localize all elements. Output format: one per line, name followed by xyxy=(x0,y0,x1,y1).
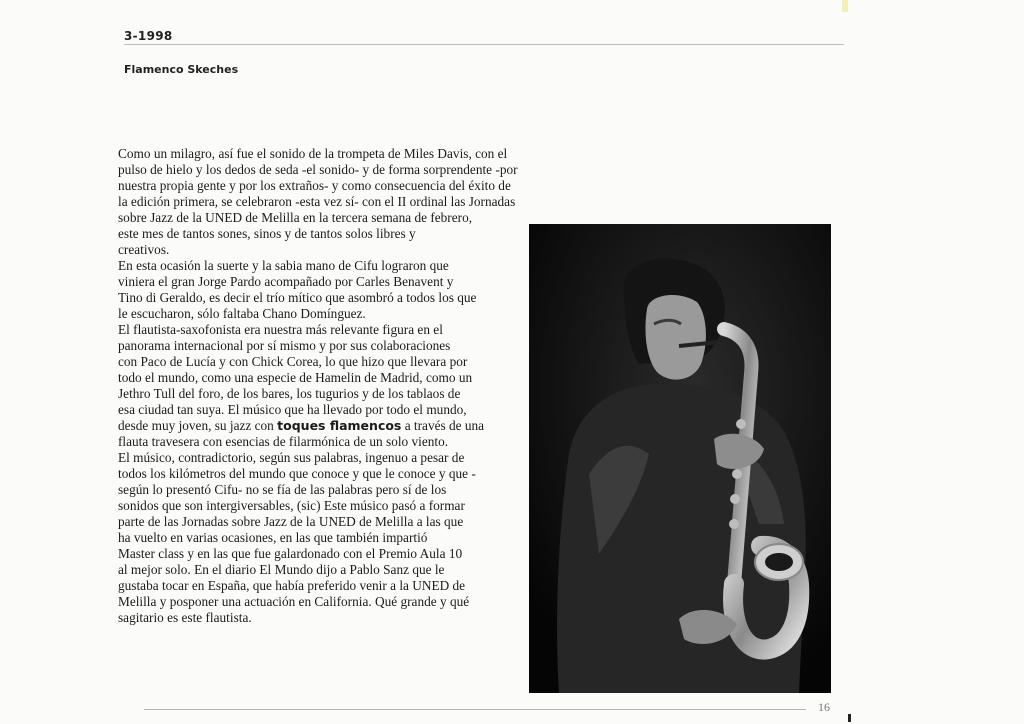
text-line: según lo presentó Cifu- no se fía de las palabras pero sí de los xyxy=(118,482,447,497)
text-line: Tino di Geraldo, es decir el trío mítico que asombró a todos los que xyxy=(118,290,477,305)
text-line: sonidos que son intergiversables, (sic) Este músico pasó a formar xyxy=(118,498,465,513)
text-line: le escucharon, sólo faltaba Chano Domínguez. xyxy=(118,306,366,321)
text-line: todo el mundo, como una especie de Hamelin de Madrid, como un xyxy=(118,370,473,385)
text-line: esa ciudad tan suya. El músico que ha llevado por todo el mundo, xyxy=(118,402,467,417)
text-line: Master class y en las que fue galardonado con el Premio Aula 10 xyxy=(118,546,463,561)
section-title: Flamenco Skeches xyxy=(124,63,239,76)
text-line: la edición primera, se celebraron -esta vez sí- con el II ordinal las Jornadas xyxy=(118,194,516,209)
page-number: 16 xyxy=(818,700,830,714)
text-line: flauta travesera con esencias de filarmónica de un solo viento. xyxy=(118,434,449,449)
text-line: ha vuelto en varias ocasiones, en las que también impartió xyxy=(118,530,428,545)
scan-edge-mark xyxy=(848,714,851,722)
saxophonist-photo xyxy=(529,224,831,693)
text-line: El flautista-saxofonista era nuestra más relevante figura en el xyxy=(118,322,443,337)
text-line: viniera el gran Jorge Pardo acompañado por Carles Benavent y xyxy=(118,274,454,289)
text-line: este mes de tantos sones, sinos y de tantos solos libres y xyxy=(118,226,416,241)
text-line: sobre Jazz de la UNED de Melilla en la tercera semana de febrero, xyxy=(118,210,473,225)
text-line: gustaba tocar en España, que había preferido venir a la UNED de xyxy=(118,578,466,593)
paragraph-3 xyxy=(118,322,522,450)
saxophonist-illustration xyxy=(529,224,831,693)
text-line: creativos. xyxy=(118,242,170,257)
issue-number: 3-1998 xyxy=(124,29,173,43)
text-line: Como un milagro, así fue el sonido de la trompeta de Miles Davis, con el xyxy=(118,146,508,161)
text-line: En esta ocasión la suerte y la sabia mano de Cifu lograron que xyxy=(118,258,449,273)
text-line: panorama internacional por sí mismo y por sus colaboraciones xyxy=(118,338,451,353)
text-line: pulso de hielo y los dedos de seda -el sonido- y de forma sorprendente -por xyxy=(118,162,518,177)
text-line: todos los kilómetros del mundo que conoce y que le conoce y que - xyxy=(118,466,476,481)
text-line: El músico, contradictorio, según sus palabras, ingenuo a pesar de xyxy=(118,450,465,465)
paragraph-1 xyxy=(118,146,578,258)
text-line: al mejor solo. En el diario El Mundo dijo a Pablo Sanz que le xyxy=(118,562,445,577)
header-rule xyxy=(124,44,844,45)
bold-phrase: toques flamencos xyxy=(277,418,402,433)
paragraph-2 xyxy=(118,258,522,322)
text-line-end: a través de una xyxy=(401,418,485,433)
footer-rule xyxy=(144,709,806,710)
article-body xyxy=(118,146,522,626)
text-line: parte de las Jornadas sobre Jazz de la UNED de Melilla a las que xyxy=(118,514,464,529)
text-line-start: desde muy joven, su jazz con xyxy=(118,418,278,433)
text-line: Jethro Tull del foro, de los bares, los tugurios y de los tablaos de xyxy=(118,386,461,401)
paragraph-4 xyxy=(118,450,522,626)
text-line: con Paco de Lucía y con Chick Corea, lo que hizo que llevara por xyxy=(118,354,468,369)
text-line: sagitario es este flautista. xyxy=(118,610,252,625)
scan-edge-mark xyxy=(842,0,848,12)
text-line: Melilla y posponer una actuación en California. Qué grande y qué xyxy=(118,594,470,609)
text-line: nuestra propia gente y por los extraños- y como consecuencia del éxito de xyxy=(118,178,511,193)
